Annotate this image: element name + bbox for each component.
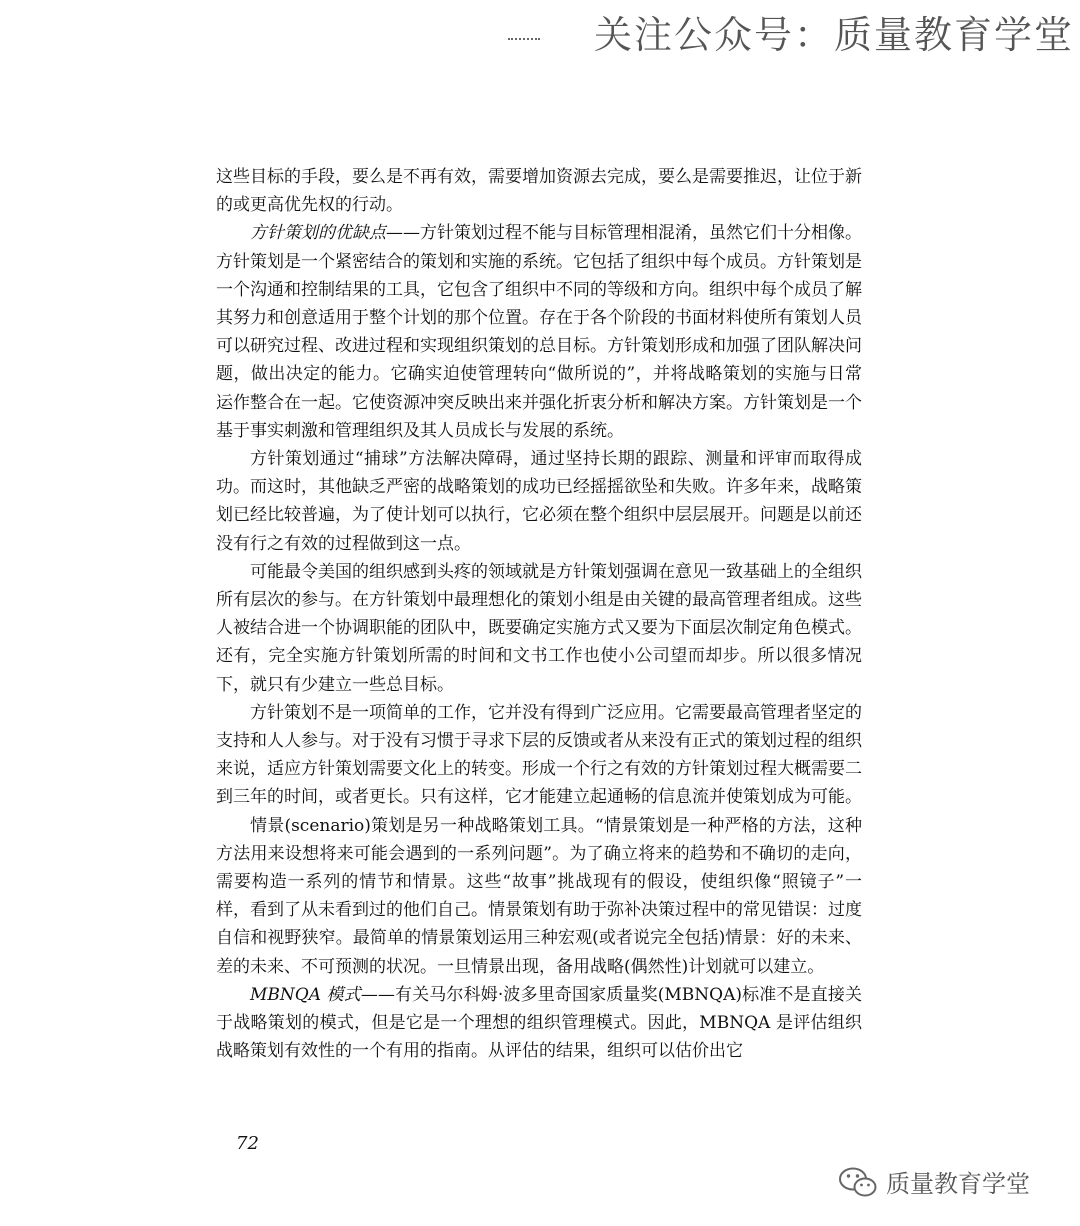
page-number: 72 [236, 1133, 259, 1154]
footer-watermark [838, 1164, 1030, 1199]
paragraph-5: 方针策划不是一项简单的工作，它并没有得到广泛应用。它需要最高管理者坚定的支持和人人参与。对于没有习惯于寻求下层的反馈或者从来没有正式的策划过程的组织来说，适应方针策划需要文化上的转变。形成一个行之有效的方针策划过程大概需要二到三年的时间，或者更长。只有这样，它才能建立起通畅的信息流并使策划成为可能。 [216, 702, 862, 808]
header-watermark: 关注公众号：质量教育学堂 [593, 13, 1074, 57]
paragraph-7: MBNQA 模式——有关马尔科姆·波多里奇国家质量奖(MBNQA)标准不是直接关于战略策划的模式，但是它是一个理想的组织管理模式。因此，MBNQA 是评估组织战略策划有效性的一个有用的指南。从评估的结果，组织可以估价出它 [216, 984, 862, 1062]
header-dots-decoration [508, 38, 540, 40]
body-text [216, 163, 862, 1066]
paragraph-heading: 方针策划的优缺点 [250, 223, 386, 244]
paragraph-3: 方针策划通过“捕球”方法解决障碍，通过坚持长期的跟踪、测量和评审而取得成功。而这时，其他缺乏严密的战略策划的成功已经摇摇欲坠和失败。许多年来，战略策划已经比较普遍，为了使计划可以执行，它必须在整个组织中层层展开。问题是以前还没有行之有效的过程做到这一点。 [216, 449, 862, 554]
wechat-icon [838, 1166, 878, 1198]
paragraph-6: 情景(scenario)策划是另一种战略策划工具。“情景策划是一种严格的方法，这种方法用来设想将来可能会遇到的一系列问题”。为了确立将来的趋势和不确切的走向，需要构造一系列的情节和情景。这些“故事”挑战现有的假设，使组织像“照镜子”一样，看到了从未看到过的他们自己。情景策划有助于弥补决策过程中的常见错误：过度自信和视野狭窄。最简单的情景策划运用三种宏观(或者说完全包括)情景：好的未来、差的未来、不可预测的状况。一旦情景出现，备用战略(偶然性)计划就可以建立。 [216, 815, 862, 977]
paragraph-4: 可能最令美国的组织感到头疼的领域就是方针策划强调在意见一致基础上的全组织所有层次的参与。在方针策划中最理想化的策划小组是由关键的最高管理者组成。这些人被结合进一个协调职能的团队中，既要确定实施方式又要为下面层次制定角色模式。还有，完全实施方针策划所需的时间和文书工作也使小公司望而却步。所以很多情况下，就只有少建立一些总目标。 [216, 561, 862, 695]
paragraph-2: 方针策划的优缺点——方针策划过程不能与目标管理相混淆，虽然它们十分相像。方针策划是一个紧密结合的策划和实施的系统。它包括了组织中每个成员。方针策划是一个沟通和控制结果的工具，它包含了组织中不同的等级和方向。组织中每个成员了解其努力和创意适用于整个计划的那个位置。存在于各个阶段的书面材料使所有策划人员可以研究过程、改进过程和实现组织策划的总目标。方针策划形成和加强了团队解决问题，做出决定的能力。它确实迫使管理转向“做所说的”，并将战略策划的实施与日常运作整合在一起。它使资源冲突反映出来并强化折衷分析和解决方案。方针策划是一个基于事实刺激和管理组织及其人员成长与发展的系统。 [216, 223, 862, 441]
footer-watermark-text: 质量教育学堂 [886, 1170, 1030, 1198]
paragraph-1: 这些目标的手段，要么是不再有效，需要增加资源去完成，要么是需要推迟，让位于新的或更高优先权的行动。 [216, 167, 862, 216]
paragraph-heading: MBNQA 模式 [250, 984, 361, 1005]
